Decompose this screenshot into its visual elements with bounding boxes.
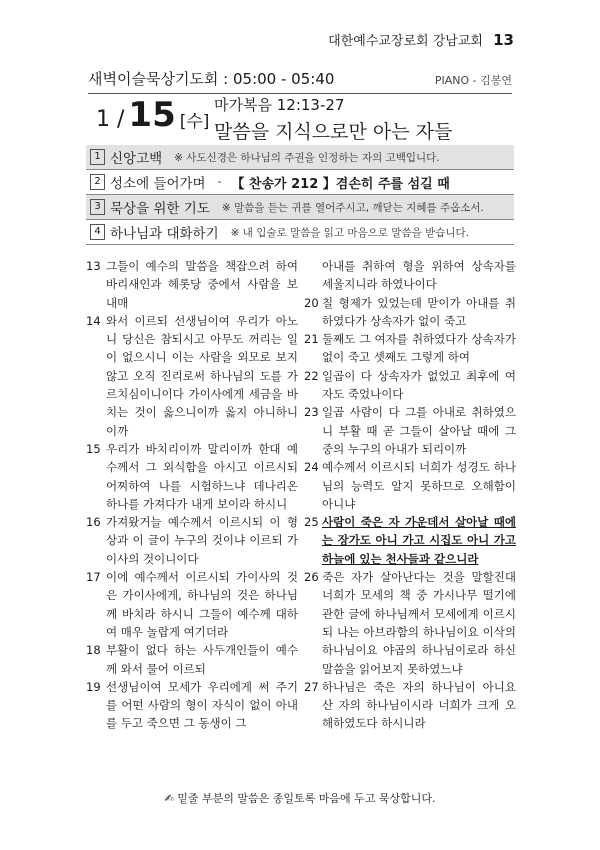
verse-number: 22 [304, 368, 319, 383]
verse-number: 19 [86, 679, 101, 694]
date-block [96, 95, 210, 135]
order-row [86, 145, 514, 170]
verse-text: 우리가 바치리이까 말리이까 한대 예수께서 그 외식함을 아시고 이르시되 어찌하여 나를 시험하느냐 데나리온 하나를 가져다가 내게 보이라 하시니 [106, 441, 298, 511]
order-row [86, 195, 514, 220]
verse-text: 둘째도 그 여자를 취하였다가 상속자가 없이 죽고 셋째도 그렇게 하여 [322, 332, 516, 365]
verse [304, 513, 516, 568]
verse-number: 16 [86, 515, 101, 530]
verse-text: 와서 이르되 선생님이여 우리가 아노니 당신은 참되시고 아무도 꺼리는 일이 없으시니 이는 사람을 외모로 보지 않고 오직 진리로써 하나님의 도를 가르치심이니이다 가이사에게 세금을 바치는 것이 옳으니이까 옳지 아니하니이까 [106, 313, 298, 438]
verse-text: 아내를 취하여 형을 위하여 상속자를 세울지니라 하였나이다 [322, 259, 516, 292]
verse-number: 26 [304, 570, 319, 585]
order-description: - [217, 176, 222, 188]
verse [304, 294, 516, 331]
verse [86, 568, 298, 641]
page-number: 13 [493, 31, 514, 49]
order-number: 3 [90, 199, 105, 215]
page-header [328, 30, 514, 49]
verse-text: 그들이 예수의 말씀을 책잡으려 하여 바리새인과 헤롯당 중에서 사람을 보내매 [106, 259, 298, 310]
verse [86, 257, 298, 312]
scripture-block [214, 94, 452, 144]
verse-text: 하나님은 죽은 자의 하나님이 아니요 산 자의 하나님이시라 너희가 크게 오해하였도다 하시니라 [322, 679, 516, 731]
verse-text: 선생님이여 모세가 우리에게 써 주기를 어떤 사람의 형이 자식이 없이 아내를 두고 죽으면 그 동생이 그 [106, 679, 298, 731]
order-row [86, 220, 514, 245]
order-row [86, 170, 514, 195]
verse-number: 20 [304, 295, 319, 310]
verse [304, 678, 516, 733]
order-name: 신앙고백 [110, 151, 163, 167]
verse-text: 칠 형제가 있었는데 맏이가 아내를 취하였다가 상속자가 없이 죽고 [322, 295, 516, 328]
hymn-title: 【 찬송가 212 】겸손히 주를 섬길 때 [231, 176, 450, 192]
sermon-title: 말씀을 지식으로만 아는 자들 [214, 121, 453, 143]
verses-right-column [304, 257, 516, 733]
verse-number: 21 [304, 332, 319, 347]
piano-credit: PIANO - 김봉연 [434, 74, 512, 87]
verse-number: 18 [86, 643, 101, 658]
footnote: ✍ 밑줄 부분의 말씀은 종일토록 마음에 두고 묵상합니다. [164, 792, 436, 805]
order-name: 성소에 들어가며 [110, 176, 206, 192]
order-description: ※ 말씀을 듣는 귀를 열어주시고, 깨닫는 지혜를 주옵소서. [221, 201, 484, 214]
order-description: ※ 사도신경은 하나님의 주권을 인정하는 자의 고백입니다. [174, 151, 440, 164]
order-number: 4 [90, 224, 105, 240]
verses-left-column [86, 257, 298, 733]
date-month: 1 / [96, 107, 125, 132]
verse-number: 14 [86, 313, 101, 328]
verse-number: 17 [86, 570, 101, 585]
order-number: 1 [90, 149, 105, 165]
verse [86, 312, 298, 440]
date-day: 15 [128, 95, 176, 135]
verse-text: 죽은 자가 살아난다는 것을 말할진대 너희가 모세의 책 중 가시나무 떨기에 관한 글에 하나님께서 모세에게 이르시되 나는 아브라함의 하나님이요 이삭의 하나님이요 야곱의 하나님이로라 하신 말씀을 읽어보지 못하였느냐 [322, 570, 516, 676]
date-weekday: [수] [179, 112, 210, 132]
service-line [88, 68, 512, 94]
verse-text: 부활이 없다 하는 사두개인들이 예수께 와서 물어 이르되 [106, 643, 298, 676]
verse-text: 일곱이 다 상속자가 없었고 최후에 여자도 죽었나이다 [322, 368, 516, 402]
order-description: ※ 내 입술로 말씀을 읽고 마음으로 말씀을 받습니다. [230, 226, 469, 239]
verse-number: 27 [304, 679, 319, 694]
verse-text: 이에 예수께서 이르시되 가이사의 것은 가이사에게, 하나님의 것은 하나님께 바치라 하시니 그들이 예수께 대하여 매우 놀랍게 여기더라 [106, 570, 298, 639]
verse [304, 330, 516, 367]
order-number: 2 [90, 174, 105, 190]
verse-text: 가져왔거늘 예수께서 이르시되 이 형상과 이 글이 누구의 것이냐 이르되 가이사의 것이니이다 [106, 515, 298, 566]
scripture-reference: 마가복음 12:13-27 [214, 96, 345, 114]
service-title: 새벽이슬묵상기도회 : 05:00 - 05:40 [88, 70, 335, 88]
worship-order [86, 145, 514, 245]
verse [304, 458, 516, 513]
verse-text: 예수께서 이르시되 너희가 성경도 하나님의 능력도 알지 못하므로 오해함이 아니냐 [322, 460, 516, 511]
verse [86, 440, 298, 513]
verse [304, 257, 516, 294]
verse-number: 15 [86, 441, 101, 456]
verse [304, 568, 516, 678]
verse-text: 일곱 사람이 다 그를 아내로 취하였으니 부활 때 곧 그들이 살아날 때에 그 중의 누구의 아내가 되리이까 [322, 405, 516, 456]
verse [304, 367, 516, 404]
order-name: 묵상을 위한 기도 [110, 201, 210, 217]
verse-text: 사람이 죽은 자 가운데서 살아날 때에는 장가도 아니 가고 시집도 아니 가고 하늘에 있는 천사들과 같으니라 [322, 515, 516, 566]
verse-number: 13 [86, 259, 101, 273]
church-name: 대한예수교장로회 강남교회 [328, 34, 483, 49]
verse [86, 641, 298, 678]
verse-number: 24 [304, 460, 319, 475]
verse [304, 403, 516, 458]
verse-number: 23 [304, 405, 319, 420]
verse [86, 513, 298, 568]
scripture-text [86, 257, 516, 733]
order-name: 하나님과 대화하기 [110, 226, 219, 242]
verse-number: 25 [304, 515, 319, 530]
verse [86, 678, 298, 733]
